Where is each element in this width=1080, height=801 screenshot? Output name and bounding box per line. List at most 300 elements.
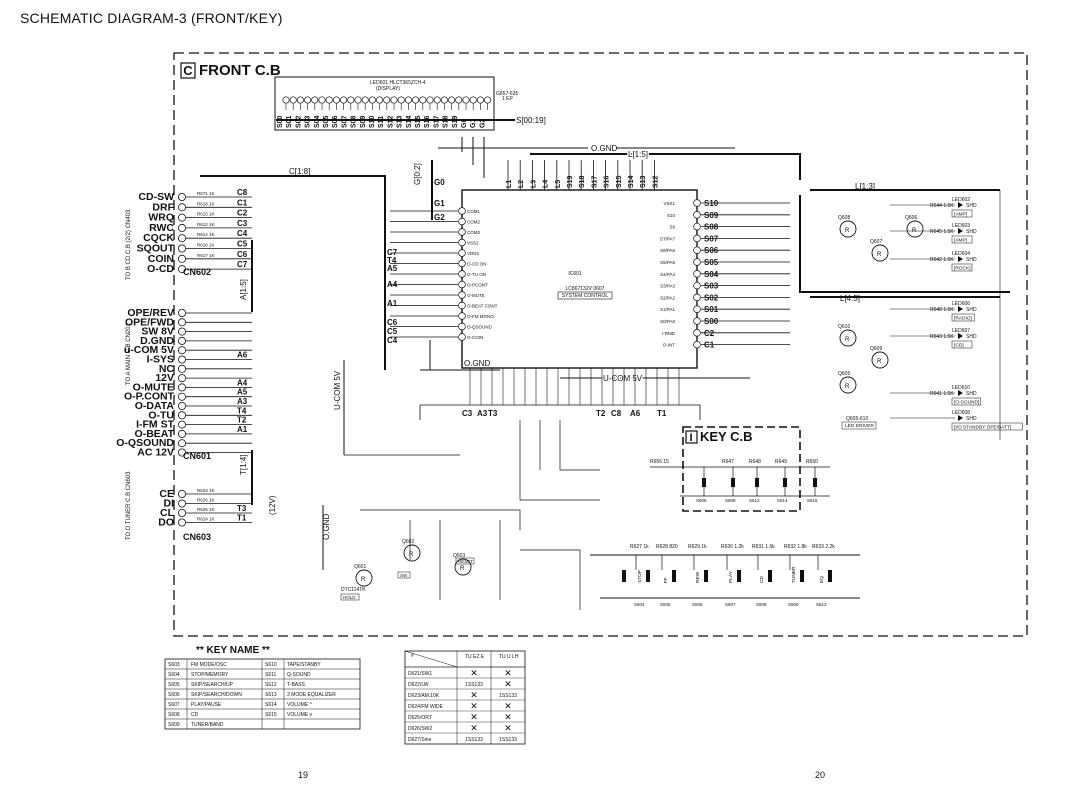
segment-label: S04 [313, 115, 321, 128]
option-header: # [411, 653, 414, 659]
ic-right-fn-label: S8/PA6 [660, 248, 675, 254]
option-cross: ✕ [470, 701, 478, 711]
connector-pin [178, 328, 185, 335]
connector-pin [178, 430, 185, 437]
ic-top-pin-label: S18 [579, 175, 587, 188]
connector-pin [178, 214, 185, 221]
transistor-ref: Q607 [870, 239, 883, 245]
ic-right-pin-label: S00 [704, 317, 719, 326]
ic-pin [694, 341, 701, 348]
key-ref: S614 [265, 702, 277, 708]
display-pin [398, 97, 404, 103]
connector-out-label: T2 [237, 415, 247, 425]
led-resistor: R643 1.5K [930, 334, 954, 340]
ic-pin [459, 313, 466, 320]
ic-left-pin-label: O-CD ON [467, 261, 487, 267]
display-pin [340, 97, 346, 103]
bottom-switch-resistor: R628 820 [656, 544, 678, 550]
ic-right-fn-label: VSS1 [663, 201, 675, 206]
bottom-switch [672, 570, 676, 582]
key-label: TUNER/BAND [191, 722, 224, 728]
connector-pin [178, 509, 185, 516]
ic-right-pin-label: S06 [704, 246, 719, 256]
ic-right-pin-label: S03 [704, 281, 719, 291]
ic-top-pin-label: L3 [530, 179, 538, 188]
connector-pin [178, 319, 185, 326]
connector-resistor: R626 1K [197, 497, 215, 503]
left-bus-label-g0: G0 [434, 178, 445, 187]
cn602-name: CN602 [183, 267, 212, 277]
connector-pin [178, 347, 185, 354]
ic-right-pin-label: S10 [704, 199, 719, 208]
transistor-marking: R [877, 359, 882, 365]
transistor-ref: Q602 [402, 539, 415, 545]
connector-resistor: R614 1K [197, 232, 215, 238]
bottom-switch [828, 570, 832, 582]
c-bus-label: C[1:8] [289, 167, 311, 176]
connector-pin-label: CD-SW [138, 191, 174, 203]
page-number-right: 20 [815, 770, 826, 780]
bottom-switch [737, 570, 741, 582]
bottom-switch-fn: STOP [638, 570, 643, 583]
t-bus-label: T[1:4] [239, 454, 248, 475]
option-value: 1SS133 [465, 682, 483, 688]
connector-pin-label: CQCK [143, 232, 174, 245]
connector-pin-label: AC 12V [137, 446, 174, 459]
connector-pin-label: OPE/REV [127, 307, 174, 319]
display-pin [412, 97, 418, 103]
led-tag: SHD [966, 307, 977, 313]
display-pin [333, 97, 339, 103]
segment-label: S14 [405, 115, 413, 128]
bottom-switch [622, 570, 626, 582]
bottom-switch-ref: S604 [634, 602, 645, 607]
connector-out-label: T4 [237, 406, 247, 416]
s-bus-label: S[00:19] [516, 116, 546, 125]
bottom-switch-ref: S606 [692, 602, 703, 607]
display-pin [297, 97, 303, 103]
keycb-switch-ref: S606 [696, 498, 707, 503]
bottom-bus-label: A3 [477, 409, 488, 418]
segment-label-row [277, 115, 486, 128]
connector-out-label: C3 [237, 218, 248, 228]
connector-pin [178, 421, 185, 428]
key-ref: S611 [265, 672, 277, 678]
transistor-marking: R [877, 252, 882, 258]
bottom-switch-fn: PLAY [729, 571, 734, 583]
display-pin [290, 97, 296, 103]
ic-left-pin-label: O-BEAT CONT [467, 303, 498, 309]
connector-pin-label: SW 8V [141, 325, 174, 338]
ic-right-fn-label: S1/PA1 [660, 307, 675, 313]
led-ref: LED604 [952, 251, 971, 257]
key-ref: S604 [168, 672, 180, 678]
option-table [405, 651, 525, 744]
keycb-resistor: R648 [749, 459, 761, 465]
connector-resistor: R671 1K [197, 191, 215, 196]
display-label: (DISPLAY) [376, 86, 401, 92]
led-resistor: R648 1.5K [930, 307, 954, 313]
keycb-switch [813, 478, 817, 487]
connector-pin [178, 490, 185, 497]
sw-label: SW [400, 573, 408, 578]
transistor-ref: Q603 [453, 553, 466, 559]
ic601-right-pins [660, 199, 790, 350]
l-bus-label: L[1:5] [628, 150, 649, 159]
ic-pin [694, 200, 701, 207]
connector-pin [178, 365, 185, 372]
segment-label: S03 [304, 115, 312, 128]
led-tag: SHD [966, 391, 977, 397]
transistor-ref: Q609 [870, 346, 883, 352]
segment-label: S01 [286, 115, 294, 128]
display-pin [376, 97, 382, 103]
option-value: 1SS133 [499, 693, 517, 699]
display-pin [369, 97, 375, 103]
ic-pin [459, 218, 466, 225]
keycb-switch-ref: S608 [725, 498, 736, 503]
display-pin [441, 97, 447, 103]
left-bus-label-g1: G1 [434, 199, 445, 208]
bottom-bus-label: C8 [611, 409, 622, 418]
connector-pin-label: O-QSOUND [116, 437, 174, 450]
ic-left-pin-label: O-COIN [467, 335, 484, 340]
bottom-switch [646, 570, 650, 582]
ic-right-pin-label: S09 [704, 210, 719, 220]
option-cross: ✕ [470, 668, 478, 678]
display-pin [384, 97, 390, 103]
ic601-top-pins [506, 160, 659, 190]
display-pin [348, 97, 354, 103]
bottom-bus-label: A6 [630, 409, 641, 418]
keycb-switch [755, 478, 759, 487]
bottom-switch-ref: S613 [816, 602, 827, 607]
ic-pin [694, 282, 701, 289]
ic-top-pin-label: L1 [506, 179, 513, 188]
ic-top-pin-label: S13 [640, 175, 648, 188]
display-pin [434, 97, 440, 103]
u-com-label: U-COM 5V [603, 374, 643, 383]
key-ref: S608 [168, 712, 180, 718]
keycb-resistor: R656 15 [650, 459, 669, 465]
left-bus-label-c7: C7 [387, 248, 398, 257]
cn602-to-label: TO B CD C.B (2/2) CN403 [126, 209, 132, 280]
transistor-ref: Q608 [838, 215, 851, 221]
ic-right-pin-label: S02 [704, 293, 719, 303]
ic-right-fn-label: S10 [666, 212, 675, 218]
key-label: 3 MODE EQUALIZER [287, 692, 336, 698]
connector-pin-label: DRF [152, 201, 174, 214]
ic-pin [694, 270, 701, 277]
transistor-marking: R [460, 566, 465, 572]
led-resistor: R645 1.5K [930, 229, 954, 235]
cn601-connector [116, 307, 252, 461]
ic-right-pin-label: S05 [704, 258, 719, 267]
connector-pin-label: COIN [147, 252, 174, 265]
bottom-bus-labels [462, 409, 667, 418]
transistor-ref: Q601 [354, 564, 367, 570]
connector-pin [178, 500, 185, 507]
ic-left-pin-label: VSS2 [467, 240, 479, 246]
connector-out-label: C7 [237, 260, 248, 270]
led-label: [AMP] [954, 238, 968, 244]
ic-pin [694, 223, 701, 230]
key-ref: S610 [265, 662, 277, 668]
keycb-switch-ref: S614 [777, 498, 788, 503]
connector-pin-label: OPE/FWD [125, 316, 174, 329]
ic-right-pin-label: S07 [704, 234, 719, 244]
led-ref: LED608 [952, 410, 971, 416]
ic-right-fn-label: S2/PA2 [660, 295, 675, 301]
connector-out-label: A4 [237, 378, 248, 388]
ic-left-pin-label: O-MUTE [467, 293, 485, 298]
connector-out-label: A1 [237, 424, 248, 434]
transistor-marking: R [845, 384, 850, 390]
transistor-marking: R [361, 577, 366, 583]
connector-pin-label: DI [163, 497, 174, 510]
connector-resistor: R612 1K [197, 221, 215, 227]
ic-pin [459, 229, 466, 236]
key-label: VOLUME ^ [287, 702, 312, 708]
connector-pin-label: RWC [149, 221, 174, 234]
cn601-to-label: TO A MAIN C.B CN201 [126, 323, 132, 385]
ic-top-pin-label: L4 [542, 179, 550, 188]
transistor-marking: R [845, 337, 850, 343]
connector-pin-label: 12V [155, 372, 174, 385]
display-pin [283, 97, 289, 103]
ic601-left-pins [390, 208, 498, 341]
keycb-switch [783, 478, 787, 487]
ic-pin [459, 239, 466, 246]
keycb-resistor: R647 [722, 459, 734, 465]
ic-top-pin-label: S14 [628, 175, 635, 188]
segment-label: S05 [323, 115, 330, 128]
l13-label: L[1:3] [855, 182, 876, 191]
connector-resistor: R618 1K [197, 201, 215, 207]
q605-label: LED DRIVER [845, 424, 874, 429]
display-pin [477, 97, 483, 103]
ic-pin [694, 259, 701, 266]
option-cross: ✕ [504, 679, 512, 689]
ic-pin [459, 292, 466, 299]
ic-top-pin-label: S15 [615, 175, 623, 188]
ic-right-pin-label: S01 [704, 305, 719, 315]
bottom-switch-resistor: R632 1.8k [784, 544, 807, 550]
connector-pin-label: O-P.CONT [124, 390, 174, 403]
connector-resistor: R616 1K [197, 242, 215, 248]
ic-left-pin-label: O-PCONT [467, 282, 488, 288]
connector-pin-label: NC [158, 362, 174, 375]
option-cross: ✕ [504, 701, 512, 711]
display-pin [405, 97, 411, 103]
bottom-switch-fn: REW [696, 571, 701, 583]
connector-pin-label: DO [158, 516, 174, 529]
bottom-switch-ref: S609 [788, 602, 799, 607]
connector-pin [178, 204, 185, 211]
ic-pin [694, 235, 701, 242]
connector-pin [178, 235, 185, 242]
twelve-v-label: (12V) [268, 495, 277, 515]
ic601-function: SYSTEM CONTROL [561, 293, 609, 299]
ic601-name: IC601 [568, 271, 582, 277]
connector-pin [178, 412, 185, 419]
ic-right-fn-label: S0/PA0 [660, 319, 675, 324]
ic-pin [459, 250, 466, 257]
display-grid: G657-635 [496, 91, 519, 97]
transistor-ref: Q605 [838, 371, 851, 377]
ic-top-pin-label: S12 [652, 175, 660, 188]
led-resistor: R642 1.5K [930, 257, 954, 263]
option-cross: ✕ [470, 690, 478, 700]
connector-pin [178, 356, 185, 363]
ic-right-pin-label: S04 [704, 269, 719, 279]
display-pin [448, 97, 454, 103]
ic-pin [459, 271, 466, 278]
segment-label: S12 [387, 115, 395, 128]
connector-pin [178, 519, 185, 526]
segment-label: S07 [341, 115, 349, 128]
bottom-switch-fn: FF [664, 577, 669, 583]
led-ref: LED607 [952, 328, 971, 334]
ic-pin [459, 323, 466, 330]
option-row-label: D624/FM WIDE [408, 704, 444, 710]
connector-pin [178, 245, 185, 252]
ic-pin [459, 281, 466, 288]
option-value: 1SS133 [499, 737, 517, 743]
connector-pin-label: O-DATA [134, 400, 174, 412]
led-resistor: R644 1.5K [930, 203, 954, 209]
display-pin [304, 97, 310, 103]
board-name: FRONT C.B [199, 62, 281, 79]
ic-right-fn-label: S9 [669, 224, 675, 230]
ic601-part: LC867132V 0607 [565, 286, 605, 292]
ic-right-fn-label: ST/PA7 [659, 236, 675, 242]
bottom-switch-fn: CD [760, 576, 765, 583]
display-pin [427, 97, 433, 103]
bottom-bus-label: T3 [488, 409, 498, 418]
connector-pin [178, 337, 185, 344]
led-ref: LED603 [952, 223, 971, 229]
display-pin [391, 97, 397, 103]
key-board-circuit [650, 459, 830, 503]
led-label: [CD] [954, 343, 964, 349]
left-bus-label-t4: T4 [387, 256, 397, 265]
display-pin [420, 97, 426, 103]
hold-label: HOLD [343, 595, 356, 600]
ic-left-pin-label: COM3 [467, 230, 481, 235]
ic-pin [694, 211, 701, 218]
connector-resistor: R625 1K [197, 507, 215, 512]
left-bus-label-a1: A1 [387, 299, 398, 308]
option-row-label: D626/SW2 [408, 726, 433, 732]
connector-pin [178, 393, 185, 400]
bottom-switch-ref: S605 [660, 602, 671, 607]
key-label: SKIP/SEARCH/DOWN [191, 692, 242, 698]
ic-left-pin-label: O-QSOUND [467, 324, 492, 330]
bottom-bus-label: C3 [462, 409, 473, 418]
led-label: [RADIO] [954, 316, 972, 322]
segment-label: S16 [424, 115, 432, 128]
connector-pin [178, 224, 185, 231]
transistor-ref: Q606 [905, 215, 918, 221]
cn603-to-label: TO D TUNER C.B CN603 [126, 471, 132, 540]
key-label: TAPE/STANBY [287, 662, 321, 668]
bottom-switch [800, 570, 804, 582]
connector-pin [178, 255, 185, 262]
cn601-name: CN601 [183, 451, 212, 461]
ic601-body [462, 190, 697, 368]
key-ref: S613 [265, 692, 277, 698]
bottom-switch-resistor: R627 1k [630, 544, 649, 550]
segment-label: S09 [359, 115, 367, 128]
cn603-connector [126, 471, 252, 542]
display-pin [456, 97, 462, 103]
key-name-title: ** KEY NAME ** [196, 645, 270, 656]
q601-part: DTC114TK [341, 587, 366, 593]
ic-left-pin-label: VDD2 [467, 251, 480, 256]
a-bus-label: A[1:5] [239, 279, 248, 300]
segment-label: S17 [433, 115, 441, 128]
connector-out-label: C1 [237, 198, 248, 208]
option-row-label: D623/AM,10K [408, 693, 440, 699]
left-bus-label-g2: G2 [434, 213, 445, 222]
key-ref: S605 [168, 682, 180, 688]
key-label: STOP/MEMORY [191, 672, 229, 678]
ic-right-pin-label: C1 [704, 340, 715, 350]
ic-top-pin-label: L2 [518, 179, 526, 188]
left-bus-label-a4: A4 [387, 280, 398, 289]
segment-label: S15 [415, 115, 422, 128]
segment-label: S11 [378, 115, 386, 128]
connector-out-label: C5 [237, 239, 248, 249]
ic-pin [694, 329, 701, 336]
display-part: LED601 HLCT365ZCH-4 [370, 80, 426, 86]
key-ref: S615 [265, 712, 277, 718]
connector-pin-label: WRQ [148, 211, 174, 224]
display-pin [326, 97, 332, 103]
left-bus-label-a5: A5 [387, 264, 398, 273]
segment-label: G1 [470, 118, 478, 128]
bottom-switch-resistor: R633 2.2k [812, 544, 835, 550]
option-cross: ✕ [504, 712, 512, 722]
segment-label: S08 [350, 115, 358, 128]
connector-pin [178, 384, 185, 391]
connector-pin-label: O-TU [148, 409, 174, 422]
led-driver-section [842, 190, 1022, 440]
ic-pin [694, 294, 701, 301]
bottom-switch-resistor: R629 1k [688, 544, 707, 550]
connector-out-label: A6 [237, 350, 248, 360]
segment-label: S19 [451, 115, 459, 128]
front-board-outline [174, 53, 1027, 636]
ic-right-pin-label: S08 [704, 222, 719, 232]
connector-out-label: C8 [237, 188, 248, 197]
led-resistor: R641 1.5K [930, 391, 954, 397]
ic-left-pin-label: COM1 [467, 209, 481, 214]
keycb-switch-ref: S615 [807, 498, 818, 503]
option-cross: ✕ [470, 723, 478, 733]
transistor-marking: R [409, 552, 414, 558]
connector-pin-label: O-BEAT [134, 427, 174, 440]
bottom-bus-label: T2 [596, 409, 606, 418]
led-tag: SHD [966, 203, 977, 209]
key-ref: S606 [168, 692, 180, 698]
connector-pin [178, 440, 185, 447]
ic-right-pin-label: C2 [704, 328, 715, 338]
key-label: SKIP/SEARCH/UP [191, 682, 233, 688]
keycb-resistor: R650 [806, 459, 818, 465]
bottom-switch-fn: EQ [820, 576, 825, 583]
